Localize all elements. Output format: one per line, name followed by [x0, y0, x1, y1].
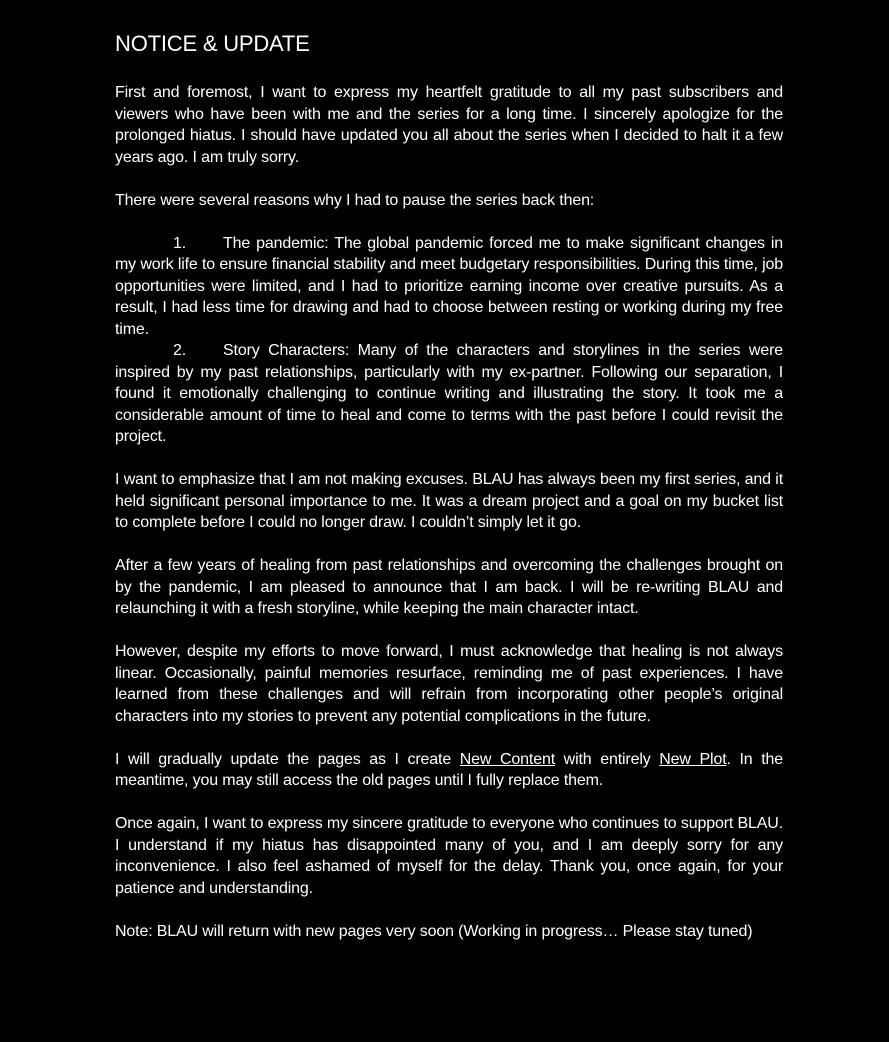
gratitude-paragraph: Once again, I want to express my sincere gratitude to everyone who continues to support BLAU. I understand if my hiatus has disappointed many of you, and I am deeply sorry for any inconvenience. I also feel ashamed of myself for the delay. Thank you, once again, for your patience and understanding.	[115, 815, 783, 897]
reason-item-1	[115, 233, 783, 341]
reason-text: Story Characters: Many of the characters and storylines in the series were inspired by my past relationships, particularly with my ex-partner. Following our separation, I found it emotionally challenging to continue writing and illustrating the story. It took me a considerable amount of time to heal and come to terms with the past before I could revisit the project.	[115, 342, 783, 445]
reason-item-2	[115, 340, 783, 448]
reason-number: 1.	[173, 234, 187, 252]
reason-number: 2.	[173, 342, 187, 359]
update-text: with entirely	[555, 750, 660, 768]
reasons-intro: There were several reasons why I had to pause the series back then:	[115, 191, 595, 209]
excuses-paragraph: I want to emphasize that I am not making excuses. BLAU has always been my first series, and it held significant personal importance to me. It was a dream project and a goal on my bucket list to complete before I could no longer draw. I couldn’t simply let it go.	[115, 471, 783, 531]
update-text: I will gradually update the pages as I create	[115, 750, 460, 768]
healing-paragraph: However, despite my efforts to move forward, I must acknowledge that healing is not always linear. Occasionally, painful memories resurface, reminding me of past experiences. I have learned from these challenges and will refrain from incorporating other people’s original characters into my stories to prevent any potential complications in the future.	[115, 643, 783, 725]
new-plot-link[interactable]: New Plot	[659, 750, 727, 768]
note-paragraph: Note: BLAU will return with new pages very soon (Working in progress… Please stay tuned)	[115, 922, 753, 940]
notice-document	[115, 29, 783, 964]
update-text: . In the meantime, you may still access the old pages until I fully replace them.	[115, 750, 783, 789]
new-content-link[interactable]: New Content	[459, 750, 555, 768]
return-paragraph: After a few years of healing from past relationships and overcoming the challenges brought on by the pandemic, I am pleased to announce that I am back. I will be re-writing BLAU and relaunching it with a fresh storyline, while keeping the main character intact.	[115, 557, 783, 617]
page-title: NOTICE & UPDATE	[115, 31, 310, 56]
update-paragraph	[115, 749, 783, 792]
reason-text: The pandemic: The global pandemic forced me to make significant changes in my work life to ensure financial stability and meet budgetary responsibilities. During this time, job opportunities were limited, and I had to prioritize earning income over creative pursuits. As a result, I had less time for drawing and had to choose between resting or working during my free time.	[115, 234, 783, 338]
intro-paragraph: First and foremost, I want to express my heartfelt gratitude to all my past subscribers and viewers who have been with me and the series for a long time. I sincerely apologize for the prolonged hiatus. I should have updated you all about the series when I decided to halt it a few years ago. I am truly sorry.	[115, 84, 783, 166]
